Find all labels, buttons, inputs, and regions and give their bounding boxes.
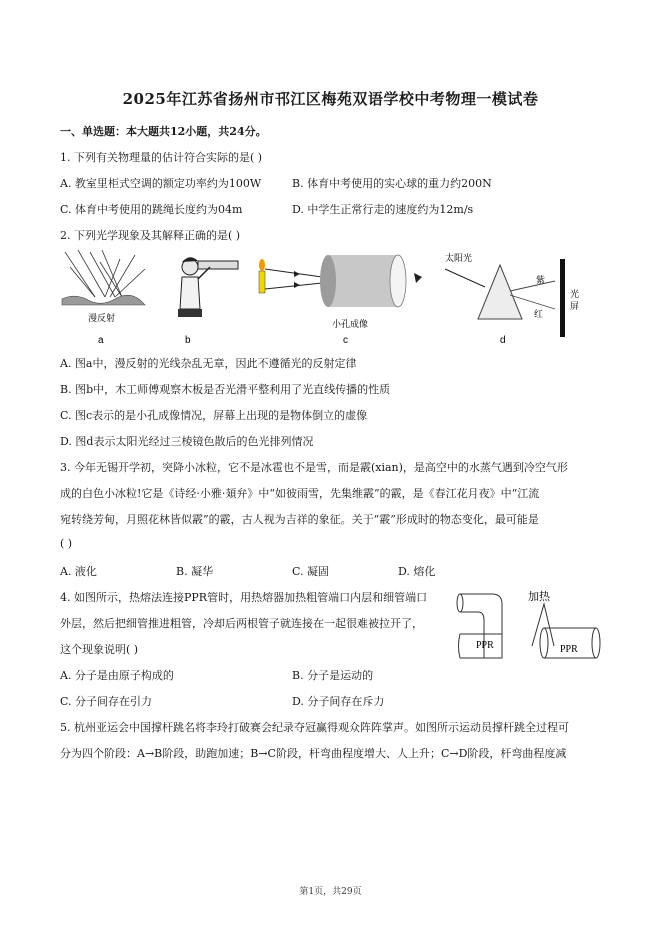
q1-option-c: C. 体育中考使用的跳绳长度约为04m (60, 203, 243, 216)
q4-line-3: 这个现象说明( ) (60, 643, 139, 656)
figure-d-screen-1: 光 (570, 289, 580, 299)
q5-line-1: 5. 杭州亚运会中国撑杆跳名将李玲打破赛会纪录夺冠赢得观众阵阵掌声。如图所示运动员撑杆跳全过程可 (60, 721, 569, 734)
ppr-label-thick: PPR (476, 640, 494, 651)
q3-option-c: C. 凝固 (292, 565, 330, 578)
figure-c-letter: c (343, 335, 348, 346)
figure-a-label: 漫反射 (88, 313, 116, 323)
figure-b-carpenter (178, 257, 238, 346)
optics-figure (60, 247, 600, 347)
q5-line-2: 分为四个阶段：A→B阶段，助跑加速；B→C阶段，杆弯曲程度增大、人上升；C→D阶段，杆弯曲程度减 (60, 747, 567, 760)
figure-d-red: 红 (534, 309, 544, 319)
q2-option-b: B. 图b中，木工师傅观察木板是否光滑平整利用了光直线传播的性质 (60, 383, 391, 396)
q3-option-b: B. 凝华 (176, 565, 214, 578)
ppr-label-thin: PPR (560, 644, 578, 655)
figure-c-label: 小孔成像 (332, 319, 369, 329)
q4-option-d: D. 分子间存在斥力 (292, 695, 385, 708)
q1-stem: 1. 下列有关物理量的估计符合实际的是( ) (60, 151, 263, 164)
q1-option-b: B. 体育中考使用的实心球的重力约200N (292, 177, 492, 190)
q4-line-2: 外层，然后把细管推进粗管，冷却后两根管子就连接在一起很难被拉开了， (60, 617, 423, 630)
q3-option-d: D. 熔化 (398, 565, 436, 578)
ppr-heat-label: 加热 (528, 591, 550, 603)
figure-d-sunlight: 太阳光 (445, 253, 473, 263)
q2-option-a: A. 图a中，漫反射的光线杂乱无章，因此不遵循光的反射定律 (60, 357, 357, 370)
q1-option-d: D. 中学生正常行走的速度约为12m/s (292, 203, 474, 216)
q4-option-c: C. 分子间存在引力 (60, 695, 153, 708)
page-footer: 第1页，共29页 (299, 887, 362, 897)
q4-line-1: 4. 如图所示，热熔法连接PPR管时，用热熔器加热粗管端口内层和细管端口 (60, 591, 428, 604)
figure-d-screen-2: 屏 (570, 301, 580, 311)
q1-option-a: A. 教室里柜式空调的额定功率约为100W (60, 177, 262, 190)
q3-option-a: A. 液化 (60, 565, 97, 578)
figure-d-prism (445, 252, 579, 346)
q3-line-1: 3. 今年无锡开学初，突降小冰粒，它不是冰雹也不是雪，而是霰(xian)，是高空中的水蒸气遇到冷空气形 (60, 461, 568, 474)
exam-title: 2025年江苏省扬州市邗江区梅苑双语学校中考物理一模试卷 (122, 90, 539, 108)
q3-line-3: 宛转绕芳甸，月照花林皆似霰”的霰，古人视为吉祥的象征。关于“霰”形成时的物态变化，最可能是 (60, 513, 539, 526)
figure-a-diffuse-reflection (62, 250, 145, 346)
figure-b-letter: b (185, 335, 191, 346)
q4-option-a: A. 分子是由原子构成的 (60, 669, 174, 682)
ppr-pipe-figure (456, 584, 602, 664)
q2-option-d: D. 图d表示太阳光经过三棱镜色散后的色光排列情况 (60, 435, 314, 448)
q3-line-4: ( ) (60, 537, 73, 550)
figure-d-letter: d (500, 335, 506, 346)
q4-option-b: B. 分子是运动的 (292, 669, 374, 682)
q3-line-2: 成的白色小冰粒!它是《诗经·小雅·頍弁》中“如彼雨雪，先集维霰”的霰，是《春江花月夜》中“江流 (60, 487, 540, 500)
q2-stem: 2. 下列光学现象及其解释正确的是( ) (60, 229, 241, 242)
figure-c-pinhole (259, 255, 422, 346)
figure-a-letter: a (98, 335, 104, 346)
section-heading: 一、单选题：本大题共12小题，共24分。 (60, 125, 267, 138)
figure-d-purple: 紫 (536, 275, 546, 285)
q2-option-c: C. 图c表示的是小孔成像情况，屏幕上出现的是物体倒立的虚像 (60, 409, 368, 422)
